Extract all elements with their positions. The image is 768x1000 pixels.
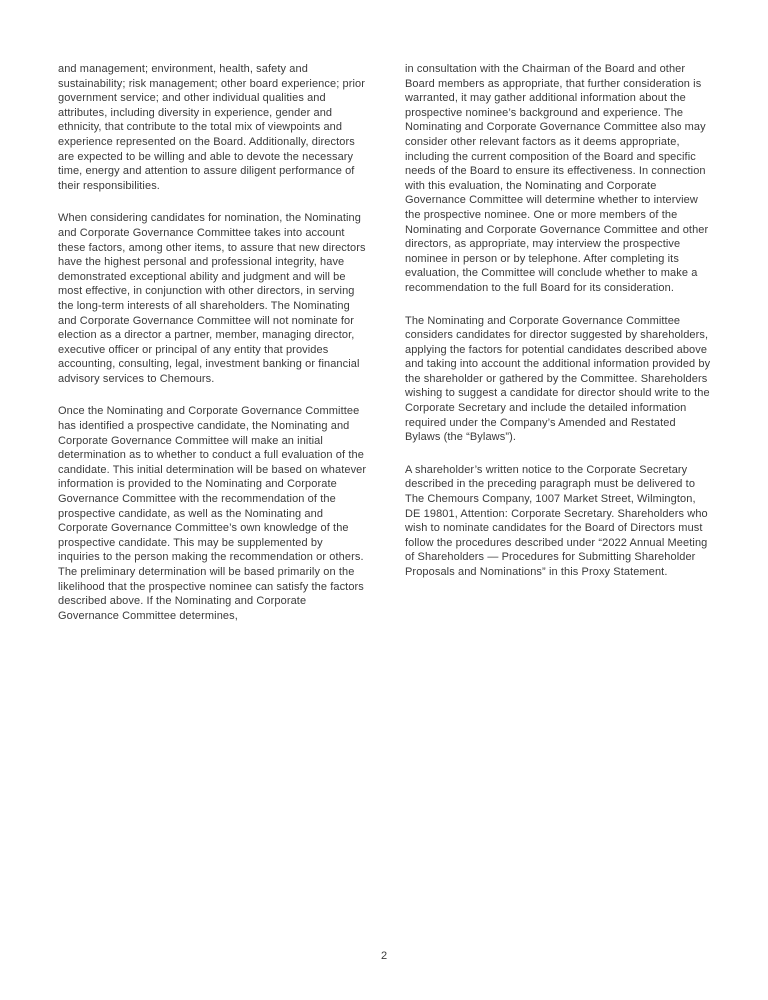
page-number: 2 — [380, 950, 388, 962]
body-paragraph: The Nominating and Corporate Governance Committee considers candidates for director suggested by shareholders, applying the factors for potential candidates described above and taking into account the additional information provided by the shareholder or gathered by the Committee. Shareholders wishing to suggest a candidate for director should write to the Corporate Secretary and include the detailed information required under the Company’s Amended and Restated Bylaws (the “Bylaws”). — [405, 314, 711, 444]
body-paragraph: in consultation with the Chairman of the Board and other Board members as appropriate, that further consideration is warranted, it may gather additional information about the prospective nominee’s background and experience. The Nominating and Corporate Governance Committee also may consider other relevant factors as it deems appropriate, including the current composition of the Board and specific needs of the Board to ensure its effectiveness. In connection with this evaluation, the Nominating and Corporate Governance Committee will determine whether to interview the prospective nominee. One or more members of the Nominating and Corporate Governance Committee and other directors, as appropriate, may interview the prospective nominee in person or by telephone. After completing its evaluation, the Committee will conclude whether to make a recommendation to the full Board for its consideration. — [405, 63, 709, 294]
two-column-body — [58, 62, 714, 641]
body-paragraph: When considering candidates for nomination, the Nominating and Corporate Governance Committee takes into account these factors, among other items, to assure that new directors have the highest personal and professional integrity, have demonstrated exceptional ability and judgment and will be most effective, in conjunction with other directors, in serving the long-term interests of all shareholders. The Nominating and Corporate Governance Committee will not nominate for election as a director a partner, member, managing director, executive officer or principal of any entity that provides accounting, consulting, legal, investment banking or financial advisory services to Chemours. — [58, 212, 366, 385]
body-paragraph: A shareholder’s written notice to the Corporate Secretary described in the preceding paragraph must be delivered to The Chemours Company, 1007 Market Street, Wilmington, DE 19801, Attention: Corporate Secretary. Shareholders who wish to nominate candidates for the Board of Directors must follow the procedures described under “2022 Annual Meeting of Shareholders — Procedures for Submitting Shareholder Proposals and Nominations” in this Proxy Statement. — [405, 463, 708, 578]
body-paragraph: Once the Nominating and Corporate Governance Committee has identified a prospective candidate, the Nominating and Corporate Governance Committee will make an initial determination as to whether to conduct a full evaluation of the candidate. This initial determination will be based on whatever information is provided to the Nominating and Corporate Governance Committee with the recommendation of the prospective candidate, as well as the Nominating and Corporate Governance Committee’s own knowledge of the prospective candidate. This may be supplemented by inquiries to the person making the recommendation or others. The preliminary determination will be based primarily on the likelihood that the prospective nominee can satisfy the factors described above. If the Nominating and Corporate Governance Committee determines, — [58, 405, 367, 622]
right-column — [405, 62, 714, 641]
page-footer — [0, 946, 768, 964]
body-paragraph: and management; environment, health, safety and sustainability; risk management; other board experience; prior government service; and other individual qualities and attributes, including diversity in experience, gender and ethnicity, that contribute to the total mix of viewpoints and experience represented on the Board. Additionally, directors are expected to be willing and able to devote the necessary time, energy and attention to assure diligent performance of their responsibilities. — [58, 63, 366, 192]
left-column — [58, 62, 367, 641]
